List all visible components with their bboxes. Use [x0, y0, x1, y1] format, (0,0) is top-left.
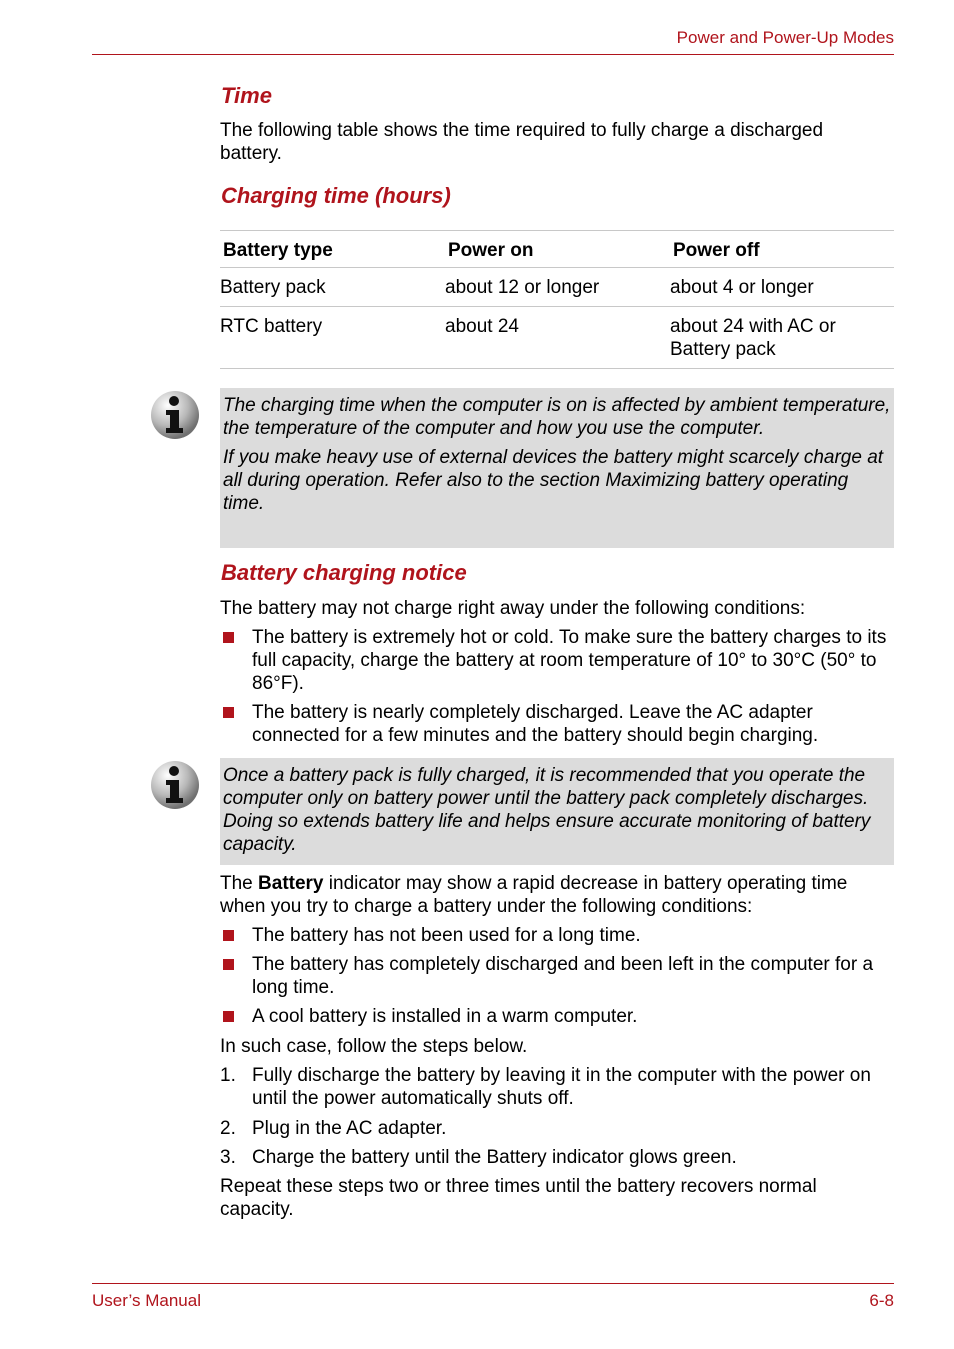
table-cell: about 24 with AC or Battery pack: [670, 307, 894, 369]
step-number: 3.: [220, 1147, 236, 1168]
page-number: 6-8: [869, 1291, 894, 1310]
list-item: [220, 1064, 892, 1110]
note-paragraph: If you make heavy use of external devices the battery might scarcely charge at all during operation. Refer also to the section Maximizing battery operating time.: [223, 447, 884, 514]
bullet-text: The battery is extremely hot or cold. To make sure the battery charges to its full capacity, charge the battery at room temperature of 10° to 30°C (50° to 86°F).: [252, 627, 887, 694]
list-item: [220, 1005, 892, 1028]
bullet-square-icon: [223, 632, 234, 643]
time-heading: Time: [221, 83, 272, 108]
note-paragraph: The charging time when the computer is on is affected by ambient temperature, the temperature of the computer and how you use the computer.: [223, 395, 891, 439]
list-item: [220, 701, 892, 747]
step-number: 2.: [220, 1118, 236, 1139]
footer-rule: [92, 1283, 894, 1284]
note-box-charging-time: [220, 388, 894, 548]
table-cell: about 24: [445, 307, 670, 369]
info-icon: [150, 760, 200, 810]
bullet-text: The battery has not been used for a long time.: [252, 925, 641, 946]
table-cell: RTC battery: [220, 307, 445, 369]
paragraph-text: The: [220, 873, 259, 894]
paragraph-text: indicator may show a rapid decrease in battery operating time when you try to charge a battery under the following conditions:: [220, 873, 848, 917]
note-paragraph: Once a battery pack is fully charged, it is recommended that you operate the computer only on battery power until the battery pack completely discharges. Doing so extends battery life and helps ensure accurate monitoring of battery capacity.: [223, 765, 871, 855]
time-intro: The following table shows the time required to fully charge a discharged battery.: [220, 120, 824, 164]
column-header: Power on: [445, 231, 670, 268]
column-header: Power off: [670, 231, 894, 268]
header-rule: [92, 54, 894, 55]
bullet-square-icon: [223, 1011, 234, 1022]
list-item: [220, 953, 892, 999]
list-item: [220, 1117, 892, 1140]
step-text: Fully discharge the battery by leaving it in the computer with the power on until the power automatically shuts off.: [252, 1065, 871, 1109]
bullet-text: The battery is nearly completely discharged. Leave the AC adapter connected for a few minutes and the battery should begin charging.: [252, 702, 819, 746]
step-number: 1.: [220, 1065, 236, 1086]
steps-outro: Repeat these steps two or three times until the battery recovers normal capacity.: [220, 1176, 817, 1220]
charging-notice-heading: Battery charging notice: [221, 560, 467, 585]
table-row: [220, 307, 894, 369]
rapid-decrease-paragraph: [220, 872, 890, 918]
list-item: [220, 626, 892, 695]
table-header-row: [220, 231, 894, 268]
bullet-text: The battery has completely discharged and been left in the computer for a long time.: [252, 954, 874, 998]
note-box-fully-charged: [220, 758, 894, 865]
charging-time-heading: Charging time (hours): [221, 183, 451, 208]
table-cell: Battery pack: [220, 268, 445, 307]
info-icon: [150, 390, 200, 440]
step-text: Plug in the AC adapter.: [252, 1118, 447, 1139]
charging-notice-intro: The battery may not charge right away under the following conditions:: [220, 598, 806, 619]
bullet-square-icon: [223, 707, 234, 718]
steps-intro: In such case, follow the steps below.: [220, 1036, 528, 1057]
table-cell: about 12 or longer: [445, 268, 670, 307]
column-header: Battery type: [220, 231, 445, 268]
table-row: [220, 268, 894, 307]
list-item: [220, 1146, 892, 1169]
charging-time-table: [220, 230, 894, 369]
bullet-text: A cool battery is installed in a warm computer.: [252, 1006, 638, 1027]
footer-manual-title: User’s Manual: [92, 1291, 201, 1310]
bullet-square-icon: [223, 959, 234, 970]
bullet-square-icon: [223, 930, 234, 941]
running-header: Power and Power-Up Modes: [676, 28, 894, 47]
step-text: Charge the battery until the Battery indicator glows green.: [252, 1147, 737, 1168]
table-cell: about 4 or longer: [670, 268, 894, 307]
list-item: [220, 924, 892, 947]
battery-indicator-term: Battery: [258, 873, 324, 894]
